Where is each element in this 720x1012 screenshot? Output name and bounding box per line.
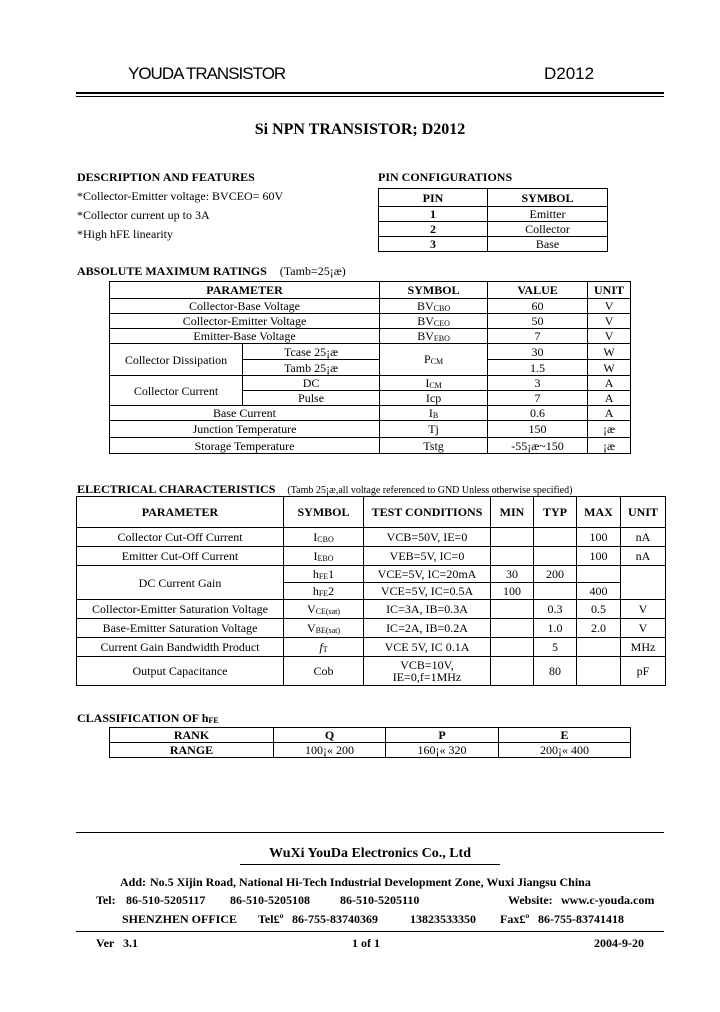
abs-max-table <box>109 281 631 454</box>
typ-header: TYP <box>534 497 577 528</box>
test-cell: VCE 5V, IC 0.1A <box>364 638 491 657</box>
symbol-header: SYMBOL <box>380 282 488 299</box>
pin-col-header: PIN <box>379 189 488 207</box>
min-cell: 100 <box>491 583 534 600</box>
test-cell: VCB=10V, IE=0,f=1MHz <box>364 657 491 686</box>
max-cell <box>577 566 621 583</box>
abs-max-heading-row <box>77 264 346 279</box>
date: 2004-9-20 <box>594 936 644 950</box>
param-cell: Junction Temperature <box>110 421 380 438</box>
address: No.5 Xijin Road, National Hi-Tech Industrial Development Zone, Wuxi Jiangsu China <box>150 875 591 889</box>
unit-cell: A <box>588 406 631 421</box>
feature-line-2: *Collector current up to 3A <box>77 208 210 222</box>
max-cell: 100 <box>577 547 621 566</box>
symbol-cell: $I_{CM}$ <box>380 376 488 391</box>
param-cell: Collector Cut-Off Current <box>77 528 284 547</box>
value-cell: 30 <box>488 344 588 360</box>
unit-cell: W <box>588 360 631 376</box>
unit-cell: A <box>588 376 631 391</box>
feature-line-3: *High hFE linearity <box>77 227 173 241</box>
address-label: Add: <box>120 875 147 889</box>
unit-cell: MHz <box>621 638 666 657</box>
test-cell: VCB=50V, IE=0 <box>364 528 491 547</box>
symbol-cell: Icp <box>380 391 488 406</box>
test-cell: VCE=5V, IC=20mA <box>364 566 491 583</box>
unit-cell: A <box>588 391 631 406</box>
elec-heading: ELECTRICAL CHARACTERISTICS <box>77 482 276 496</box>
param-cell: Current Gain Bandwidth Product <box>77 638 284 657</box>
pin-config-heading: PIN CONFIGURATIONS <box>378 170 513 184</box>
param-cell: DC Current Gain <box>77 566 284 600</box>
pin-symbol: Collector <box>488 222 608 237</box>
condition-cell: Tamb 25¡æ <box>243 360 380 376</box>
unit-cell: ¡æ <box>588 438 631 454</box>
unit-header: UNIT <box>621 497 666 528</box>
typ-cell: 5 <box>534 638 577 657</box>
param-cell: Base-Emitter Saturation Voltage <box>77 619 284 638</box>
header-rule-thin <box>76 96 664 97</box>
min-cell <box>491 547 534 566</box>
symbol-cell: Cob <box>284 657 364 686</box>
max-cell: 2.0 <box>577 619 621 638</box>
unit-cell: V <box>621 619 666 638</box>
value-cell: 60 <box>488 299 588 314</box>
feature-line-1: *Collector-Emitter voltage: BVCEO= 60V <box>77 189 284 203</box>
symbol-cell: $BV_{CBO}$ <box>380 299 488 314</box>
unit-cell: V <box>588 299 631 314</box>
symbol-cell: Tj <box>380 421 488 438</box>
min-cell <box>491 638 534 657</box>
min-cell <box>491 619 534 638</box>
symbol-header: SYMBOL <box>284 497 364 528</box>
page-number: 1 of 1 <box>352 936 380 950</box>
test-cell: IC=3A, IB=0.3A <box>364 600 491 619</box>
condition-cell: DC <box>243 376 380 391</box>
param-cell: Collector-Base Voltage <box>110 299 380 314</box>
rank-cell: E <box>499 728 631 743</box>
typ-cell <box>534 583 577 600</box>
param-cell: Emitter-Base Voltage <box>110 329 380 344</box>
unit-cell <box>621 566 666 600</box>
typ-cell <box>534 528 577 547</box>
symbol-cell: $I_B$ <box>380 406 488 421</box>
param-cell: Collector Current <box>110 376 243 406</box>
range-label: RANGE <box>110 743 274 758</box>
unit-cell: W <box>588 344 631 360</box>
value-cell: 7 <box>488 329 588 344</box>
header-rule <box>76 92 664 94</box>
abs-max-condition: (Tamb=25¡æ) <box>279 264 346 278</box>
sz-tel-label: Tel£º <box>258 912 284 926</box>
typ-cell: 80 <box>534 657 577 686</box>
range-cell: 100¡« 200 <box>274 743 386 758</box>
value-cell: 150 <box>488 421 588 438</box>
version: Ver 3.1 <box>96 936 138 950</box>
unit-cell: V <box>588 329 631 344</box>
pin-number: 1 <box>379 207 488 222</box>
condition-cell: Pulse <box>243 391 380 406</box>
test-cell: VEB=5V, IC=0 <box>364 547 491 566</box>
symbol-cell: $h_{FE}2$ <box>284 583 364 600</box>
param-cell: Base Current <box>110 406 380 421</box>
elec-table <box>76 496 666 686</box>
pin-symbol: Emitter <box>488 207 608 222</box>
company-header: YOUDA TRANSISTOR <box>128 64 286 83</box>
condition-cell: Tcase 25¡æ <box>243 344 380 360</box>
symbol-col-header: SYMBOL <box>488 189 608 207</box>
range-cell: 160¡« 320 <box>386 743 499 758</box>
symbol-cell: $I_{CBO}$ <box>284 528 364 547</box>
symbol-cell: $I_{EBO}$ <box>284 547 364 566</box>
symbol-cell: $f_T$ <box>284 638 364 657</box>
symbol-cell: $BV_{EBO}$ <box>380 329 488 344</box>
unit-cell: nA <box>621 528 666 547</box>
symbol-cell: $BV_{CEO}$ <box>380 314 488 329</box>
value-cell: 50 <box>488 314 588 329</box>
symbol-cell: Tstg <box>380 438 488 454</box>
typ-cell <box>534 547 577 566</box>
range-cell: 200¡« 400 <box>499 743 631 758</box>
shenzhen-office-label: SHENZHEN OFFICE <box>122 912 238 926</box>
value-cell: 3 <box>488 376 588 391</box>
footer-company: WuXi YouDa Electronics Co., Ltd <box>269 846 471 861</box>
test-cell: IC=2A, IB=0.2A <box>364 619 491 638</box>
pin-number: 2 <box>379 222 488 237</box>
max-cell <box>577 657 621 686</box>
tel-2: 86-510-5205108 <box>230 893 310 907</box>
classification-heading: CLASSIFICATION OF $h_{FE}$ <box>77 711 219 725</box>
footer-rule <box>76 832 664 833</box>
website: www.c-youda.com <box>561 893 655 907</box>
min-cell <box>491 528 534 547</box>
symbol-cell: $h_{FE}1$ <box>284 566 364 583</box>
test-header: TEST CONDITIONS <box>364 497 491 528</box>
min-cell: 30 <box>491 566 534 583</box>
footer-company-underline <box>240 864 500 865</box>
rank-label: RANK <box>110 728 274 743</box>
pin-config-table <box>378 188 608 252</box>
unit-cell: V <box>621 600 666 619</box>
unit-header: UNIT <box>588 282 631 299</box>
sz-fax: 86-755-83741418 <box>538 912 624 926</box>
param-cell: Emitter Cut-Off Current <box>77 547 284 566</box>
value-cell: 7 <box>488 391 588 406</box>
unit-cell: nA <box>621 547 666 566</box>
rank-cell: Q <box>274 728 386 743</box>
symbol-cell: $V_{CE(sat)}$ <box>284 600 364 619</box>
param-cell: Collector-Emitter Saturation Voltage <box>77 600 284 619</box>
param-header: PARAMETER <box>110 282 380 299</box>
pin-symbol: Base <box>488 237 608 252</box>
min-cell <box>491 600 534 619</box>
typ-cell: 200 <box>534 566 577 583</box>
bottom-rule <box>76 931 664 932</box>
symbol-cell: $P_{CM}$ <box>380 344 488 376</box>
max-cell: 400 <box>577 583 621 600</box>
pin-number: 3 <box>379 237 488 252</box>
value-cell: 1.5 <box>488 360 588 376</box>
value-header: VALUE <box>488 282 588 299</box>
unit-cell: V <box>588 314 631 329</box>
max-cell <box>577 638 621 657</box>
sz-tel-1: 86-755-83740369 <box>292 912 378 926</box>
symbol-cell: $V_{BE(sat)}$ <box>284 619 364 638</box>
param-cell: Collector-Emitter Voltage <box>110 314 380 329</box>
unit-cell: ¡æ <box>588 421 631 438</box>
param-cell: Collector Dissipation <box>110 344 243 376</box>
param-header: PARAMETER <box>77 497 284 528</box>
classification-table <box>109 727 631 758</box>
param-cell: Output Capacitance <box>77 657 284 686</box>
typ-cell: 1.0 <box>534 619 577 638</box>
value-cell: -55¡æ~150 <box>488 438 588 454</box>
typ-cell: 0.3 <box>534 600 577 619</box>
tel-1: 86-510-5205117 <box>126 893 206 907</box>
test-cell: VCE=5V, IC=0.5A <box>364 583 491 600</box>
page-title: Si NPN TRANSISTOR; D2012 <box>254 121 466 138</box>
rank-cell: P <box>386 728 499 743</box>
max-header: MAX <box>577 497 621 528</box>
param-cell: Storage Temperature <box>110 438 380 454</box>
part-number-header: D2012 <box>544 64 595 83</box>
min-header: MIN <box>491 497 534 528</box>
elec-condition: (Tamb 25¡æ,all voltage referenced to GND Unless otherwise specified) <box>287 485 573 496</box>
tel-3: 86-510-5205110 <box>340 893 420 907</box>
description-heading: DESCRIPTION AND FEATURES <box>77 170 255 184</box>
sz-fax-label: Fax£º <box>500 912 530 926</box>
max-cell: 100 <box>577 528 621 547</box>
min-cell <box>491 657 534 686</box>
unit-cell: pF <box>621 657 666 686</box>
tel-label: Tel: <box>96 893 116 907</box>
value-cell: 0.6 <box>488 406 588 421</box>
sz-tel-2: 13823533350 <box>410 912 476 926</box>
abs-max-heading: ABSOLUTE MAXIMUM RATINGS <box>77 264 267 278</box>
website-label: Website: <box>508 893 553 907</box>
max-cell: 0.5 <box>577 600 621 619</box>
